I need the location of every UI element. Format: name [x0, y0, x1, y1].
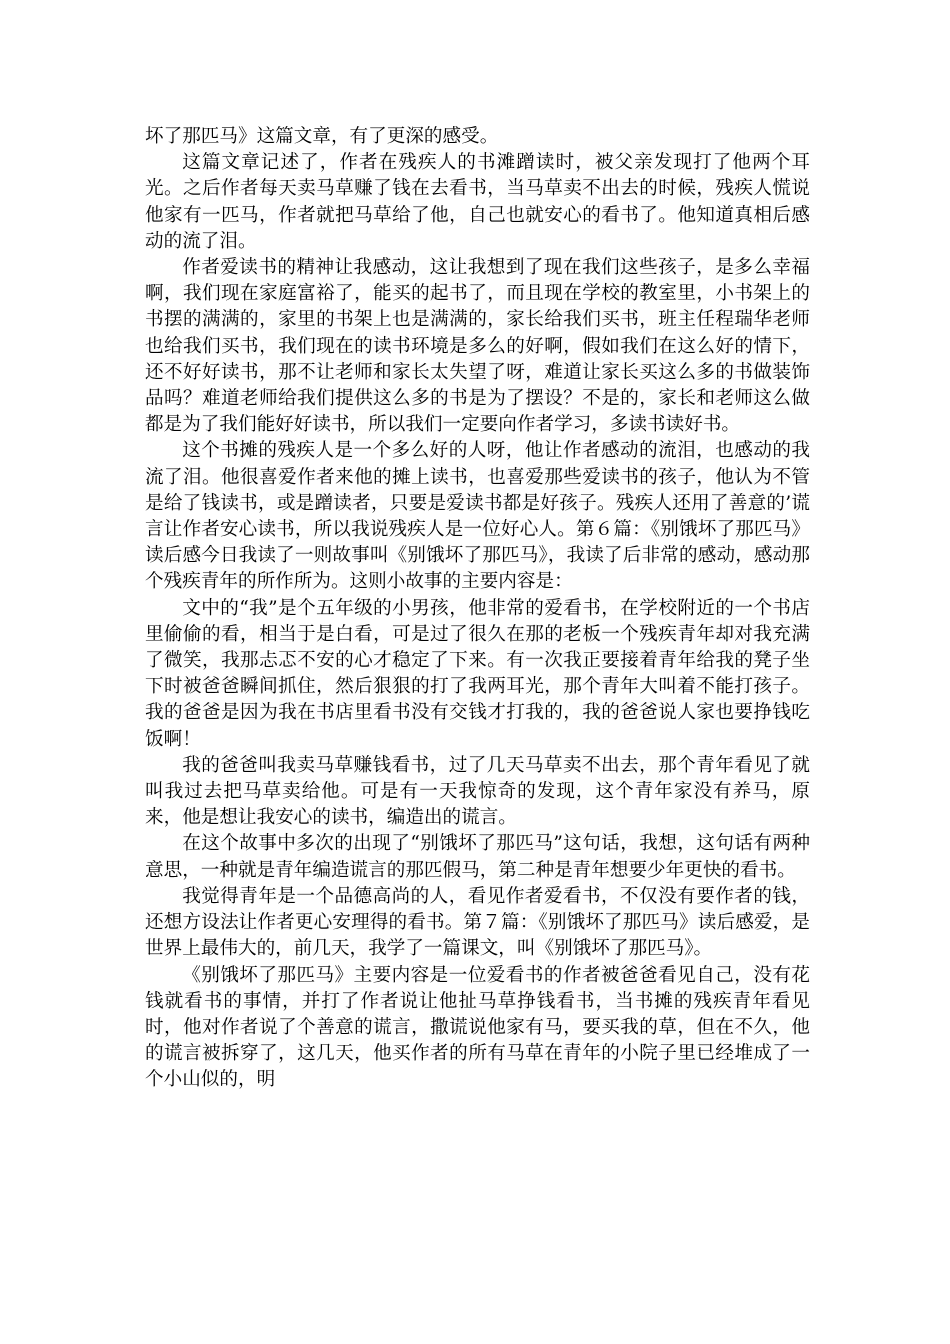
paragraph-7: 在这个故事中多次的出现了“别饿坏了那匹马”这句话，我想，这句话有两种意思，一种就是青年编造谎言的那匹假马，第二种是青年想要少年更快的看书。 — [145, 833, 810, 881]
paragraph-3: 作者爱读书的精神让我感动，这让我想到了现在我们这些孩子，是多么幸福啊，我们现在家庭富裕了，能买的起书了，而且现在学校的教室里，小书架上的书摆的满满的，家里的书架上也是满满的，家长给我们买书，班主任程瑞华老师也给我们买书，我们现在的读书环境是多么的好啊，假如我们在这么好的情下，还不好好读书，那不让老师和家长太失望了呀，难道让家长买这么多的书做装饰品吗？难道老师给我们提供这么多的书是为了摆设？不是的，家长和老师这么做都是为了我们能好好读书，所以我们一定要向作者学习，多读书读好书。 — [145, 257, 810, 436]
paragraph-9: 《别饿坏了那匹马》主要内容是一位爱看书的作者被爸爸看见自己，没有花钱就看书的事情，并打了作者说让他扯马草挣钱看书，当书摊的残疾青年看见时，他对作者说了个善意的谎言，撒谎说他家有马，要买我的草，但在不久，他的谎言被拆穿了，这几天，他买作者的所有马草在青年的小院子里已经堆成了一个小山似的，明 — [145, 964, 810, 1091]
paragraph-1: 坏了那匹马》这篇文章，有了更深的感受。 — [145, 126, 499, 147]
paragraph-2: 这篇文章记述了，作者在残疾人的书滩蹭读时，被父亲发现打了他两个耳光。之后作者每天卖马草赚了钱在去看书，当马草卖不出去的时候，残疾人慌说他家有一匹马，作者就把马草给了他，自己也就安心的看书了。他知道真相后感动的流了泪。 — [145, 152, 810, 252]
document-page — [145, 124, 810, 1094]
paragraph-5: 文中的“我”是个五年级的小男孩，他非常的爱看书，在学校附近的一个书店里偷偷的看，相当于是白看，可是过了很久在那的老板一个残疾青年却对我充满了微笑，我那忐忑不安的心才稳定了下来。有一次我正要接着青年给我的凳子坐下时被爸爸瞬间抓住，然后狠狠的打了我两耳光，那个青年大叫着不能打孩子。我的爸爸是因为我在书店里看书没有交钱才打我的，我的爸爸说人家也要挣钱吃饭啊！ — [145, 597, 810, 750]
paragraph-6: 我的爸爸叫我卖马草赚钱看书，过了几天马草卖不出去，那个青年看见了就叫我过去把马草卖给他。可是有一天我惊奇的发现，这个青年家没有养马，原来，他是想让我安心的读书，编造出的谎言。 — [145, 754, 810, 829]
paragraph-8: 我觉得青年是一个品德高尚的人，看见作者爱看书，不仅没有要作者的钱，还想方设法让作者更心安理得的看书。第７篇：《别饿坏了那匹马》读后感爱，是世界上最伟大的，前几天，我学了一篇课文，叫《别饿坏了那匹马》。 — [145, 885, 810, 960]
paragraph-4: 这个书摊的残疾人是一个多么好的人呀，他让作者感动的流泪，也感动的我流了泪。他很喜爱作者来他的摊上读书，也喜爱那些爱读书的孩子，他认为不管是给了钱读书，或是蹭读者，只要是爱读书都是好孩子。残疾人还用了善意的’谎言让作者安心读书，所以我说残疾人是一位好心人。第６篇：《别饿坏了那匹马》读后感今日我读了一则故事叫《别饿坏了那匹马》，我读了后非常的感动，感动那个残疾青年的所作所为。这则小故事的主要内容是： — [145, 440, 810, 593]
